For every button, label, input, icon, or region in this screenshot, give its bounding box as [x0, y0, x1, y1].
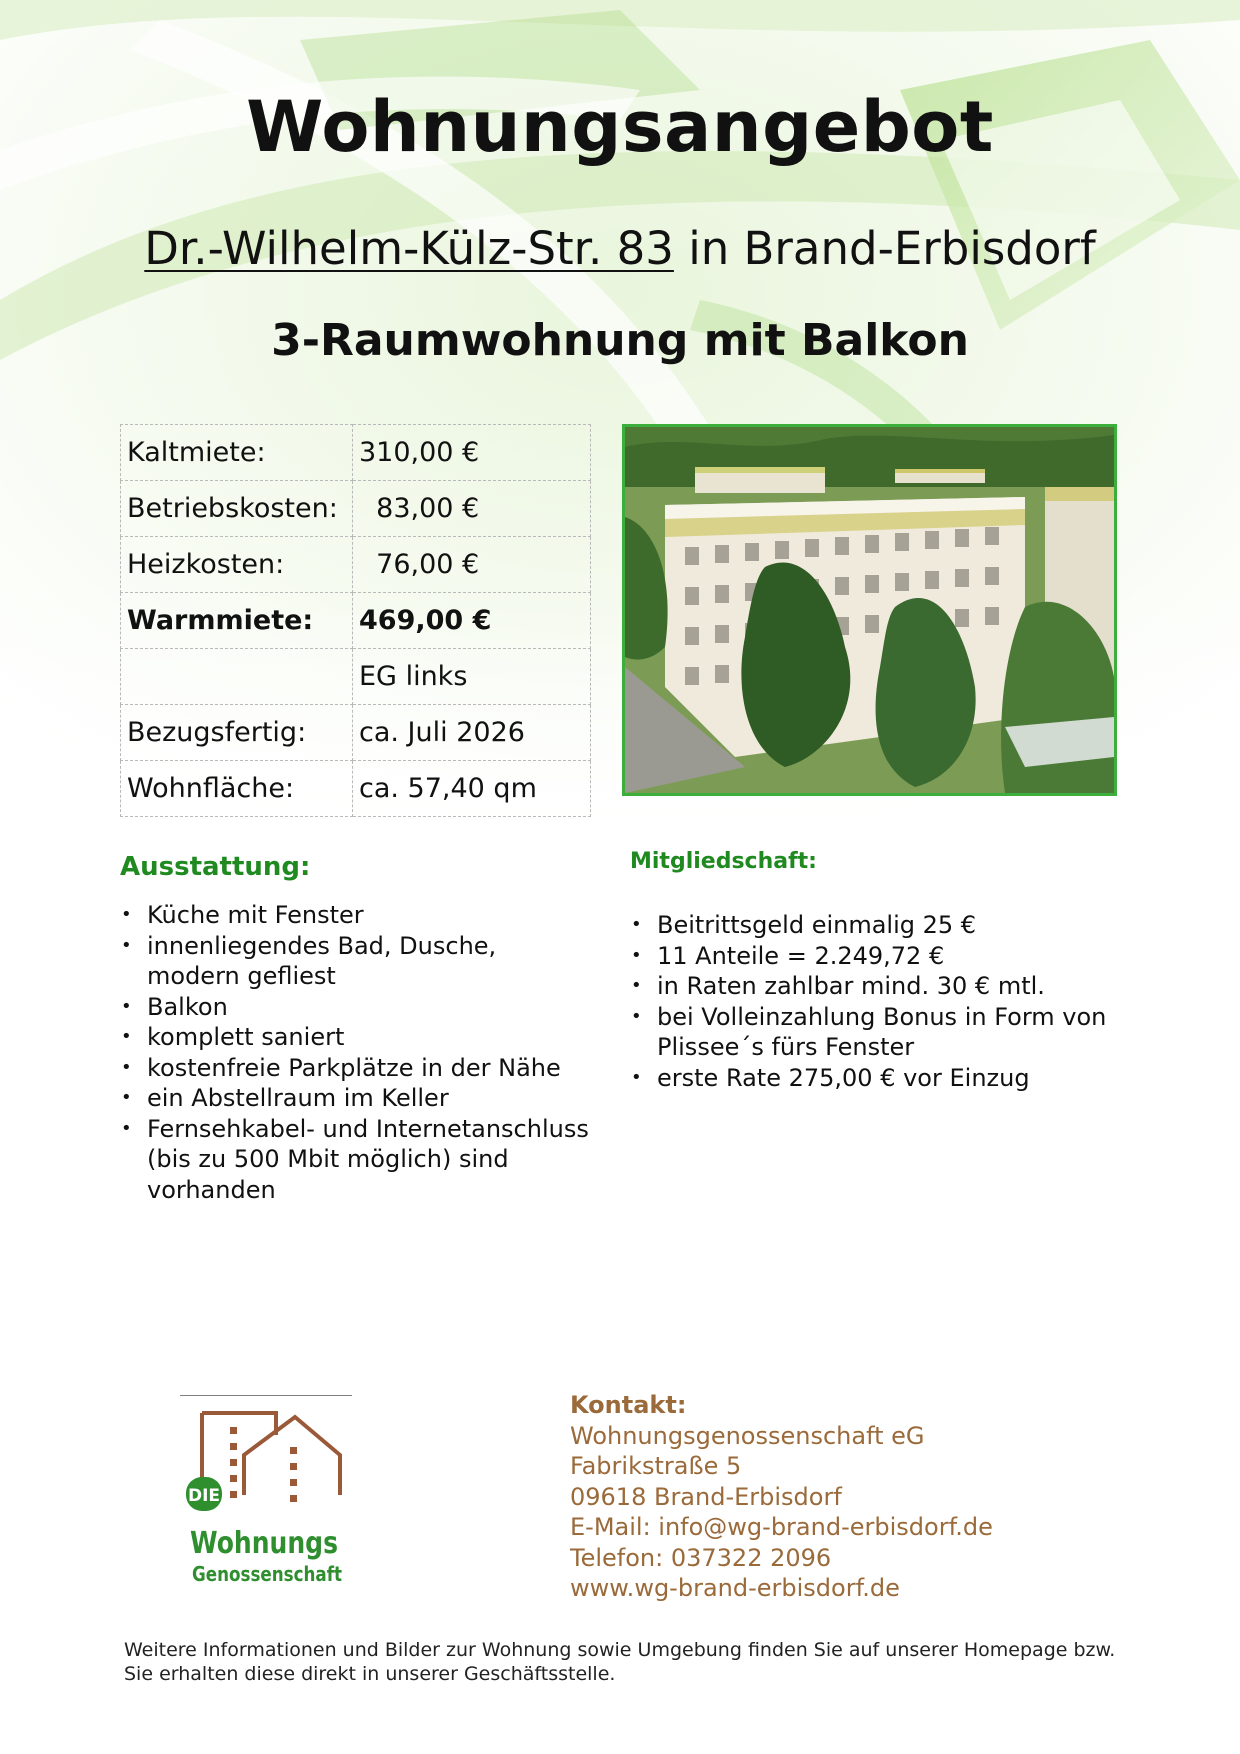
- fact-value: ca. 57,40 qm: [353, 761, 591, 817]
- contact-street: Fabrikstraße 5: [570, 1452, 742, 1480]
- street-address: Dr.-Wilhelm-Külz-Str. 83: [144, 222, 674, 275]
- ausstattung-list: [120, 900, 590, 1205]
- list-item: • ein Abstellraum im Keller: [120, 1083, 590, 1114]
- address-line: [0, 222, 1240, 275]
- list-item: • in Raten zahlbar mind. 30 € mtl.: [630, 971, 1130, 1002]
- facts-table: [120, 424, 591, 817]
- fact-label: Bezugsfertig:: [121, 705, 353, 761]
- footer-note: Weitere Informationen und Bilder zur Wohnung sowie Umgebung finden Sie auf unserer Homepage bzw. Sie erhalten diese direkt in unserer Geschäftsstelle.: [124, 1639, 1116, 1685]
- fact-value: ca. Juli 2026: [353, 705, 591, 761]
- contact-block: [570, 1390, 993, 1604]
- facts-row-warmmiete: [121, 593, 591, 649]
- facts-row: [121, 705, 591, 761]
- fact-label: [121, 649, 353, 705]
- mitgliedschaft-list: [630, 910, 1130, 1093]
- cooperative-logo: [180, 1395, 360, 1600]
- city-label: in Brand-Erbisdorf: [688, 222, 1096, 275]
- fact-value: EG links: [353, 649, 591, 705]
- list-item: • Fernsehkabel- und Internetanschluss (bis zu 500 Mbit möglich) sind vorhanden: [120, 1114, 590, 1206]
- logo-line1: Wohnungs: [190, 1526, 338, 1561]
- list-item: • Beitrittsgeld einmalig 25 €: [630, 910, 1130, 941]
- list-item: • bei Volleinzahlung Bonus in Form von Plissee´s fürs Fenster: [630, 1002, 1130, 1063]
- fact-value: 76,00 €: [353, 537, 591, 593]
- logo-badge-text: DIE: [187, 1486, 221, 1506]
- contact-phone[interactable]: Telefon: 037322 2096: [570, 1543, 832, 1572]
- list-item: • Balkon: [120, 992, 590, 1023]
- fact-label: Kaltmiete:: [121, 425, 353, 481]
- fact-label: Betriebskosten:: [121, 481, 353, 537]
- fact-label: Wohnfläche:: [121, 761, 353, 817]
- list-item: • kostenfreie Parkplätze in der Nähe: [120, 1053, 590, 1084]
- contact-email[interactable]: E-Mail: info@wg-brand-erbisdorf.de: [570, 1513, 993, 1541]
- facts-row: [121, 481, 591, 537]
- contact-heading: Kontakt:: [570, 1391, 687, 1419]
- ausstattung-heading: Ausstattung:: [120, 852, 311, 882]
- fact-label: Warmmiete:: [121, 593, 353, 649]
- building-photo: [622, 424, 1117, 796]
- mitgliedschaft-heading: Mitgliedschaft:: [630, 849, 817, 874]
- list-item: • 11 Anteile = 2.249,72 €: [630, 941, 1130, 972]
- fact-value: 83,00 €: [353, 481, 591, 537]
- apartment-type: 3-Raumwohnung mit Balkon: [271, 315, 969, 366]
- facts-row: [121, 649, 591, 705]
- fact-value: 469,00 €: [353, 593, 591, 649]
- fact-label: Heizkosten:: [121, 537, 353, 593]
- fact-value: 310,00 €: [353, 425, 591, 481]
- contact-city: 09618 Brand-Erbisdorf: [570, 1482, 842, 1511]
- list-item: • komplett saniert: [120, 1022, 590, 1053]
- facts-row: [121, 761, 591, 817]
- list-item: • innenliegendes Bad, Dusche, modern gefliest: [120, 931, 590, 992]
- page-title: Wohnungsangebot: [246, 86, 994, 168]
- facts-row: [121, 425, 591, 481]
- contact-org: Wohnungsgenossenschaft eG: [570, 1421, 925, 1450]
- list-item: • Küche mit Fenster: [120, 900, 590, 931]
- list-item: • erste Rate 275,00 € vor Einzug: [630, 1063, 1130, 1094]
- contact-website-link[interactable]: www.wg-brand-erbisdorf.de: [570, 1574, 900, 1602]
- facts-row: [121, 537, 591, 593]
- logo-line2: Genossenschaft: [192, 1562, 343, 1586]
